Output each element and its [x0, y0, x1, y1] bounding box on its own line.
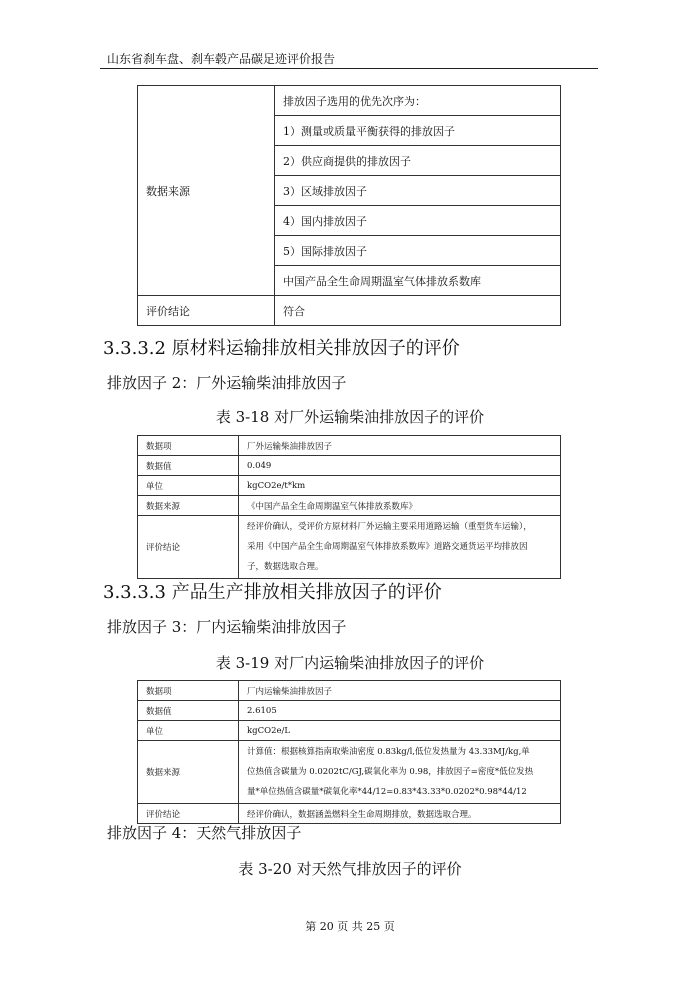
row-label: 评价结论 — [138, 804, 239, 824]
row-label: 数据值 — [138, 456, 239, 476]
row-label: 数据来源 — [138, 496, 239, 516]
conclusion-line: 子，数据选取合理。 — [247, 562, 324, 572]
source-line: 量*单位热值含碳量*碳氧化率*44/12=0.83*43.33*0.0202*0.98*44/12 — [247, 787, 527, 797]
conclusion-text — [239, 516, 561, 579]
table-row — [138, 436, 561, 456]
row-label: 评价结论 — [138, 516, 239, 579]
source-line: 计算值：根据核算指南取柴油密度 0.83kg/l,低位发热量为 43.33MJ/kg,单 — [247, 747, 530, 757]
source-line: 位热值含碳量为 0.0202tC/GJ,碳氧化率为 0.98，排放因子=密度*低位发热 — [247, 767, 534, 777]
table-row — [138, 496, 561, 516]
header-rule — [100, 68, 598, 69]
row-label: 数据项 — [138, 681, 239, 701]
row-value: 经评价确认，数据涵盖燃料全生命周期排放，数据选取合理。 — [239, 804, 561, 824]
page-header: 山东省刹车盘、刹车毂产品碳足迹评价报告 — [107, 52, 336, 66]
row-label: 数据来源 — [138, 741, 239, 804]
table-row — [138, 741, 561, 804]
table-row — [138, 516, 561, 579]
table-3-19-caption: 表 3-19 对厂内运输柴油排放因子的评价 — [215, 654, 485, 672]
table-row — [138, 681, 561, 701]
source-text — [239, 741, 561, 804]
factor-3-heading: 排放因子 3：厂内运输柴油排放因子 — [107, 618, 347, 636]
factor-2-heading: 排放因子 2：厂外运输柴油排放因子 — [107, 374, 347, 392]
priority-item: 5）国际排放因子 — [275, 236, 561, 266]
priority-item: 1）测量或质量平衡获得的排放因子 — [275, 116, 561, 146]
row-value: kgCO2e/t*km — [239, 476, 561, 496]
row-value: 《中国产品全生命周期温室气体排放系数库》 — [239, 496, 561, 516]
priority-item: 2）供应商提供的排放因子 — [275, 146, 561, 176]
table-row — [138, 476, 561, 496]
page-footer: 第 20 页 共 25 页 — [305, 920, 395, 933]
table-row — [138, 804, 561, 824]
row-value: kgCO2e/L — [239, 721, 561, 741]
section-heading-3332: 3.3.3.2 原材料运输排放相关排放因子的评价 — [103, 338, 460, 359]
row-value: 厂外运输柴油排放因子 — [239, 436, 561, 456]
top-evaluation-table — [137, 85, 561, 326]
factor-4-heading: 排放因子 4：天然气排放因子 — [107, 824, 302, 842]
table-3-19 — [137, 680, 561, 824]
conclusion-line: 采用《中国产品全生命周期温室气体排放系数库》道路交通货运平均排放因 — [247, 542, 528, 552]
conclusion-label: 评价结论 — [138, 296, 275, 326]
source-value: 中国产品全生命周期温室气体排放系数库 — [275, 266, 561, 296]
data-source-label: 数据来源 — [138, 86, 275, 296]
conclusion-line: 经评价确认，受评价方原材料厂外运输主要采用道路运输（重型货车运输）， — [247, 522, 532, 532]
priority-title: 排放因子选用的优先次序为： — [275, 86, 561, 116]
table-row — [138, 701, 561, 721]
row-label: 单位 — [138, 476, 239, 496]
row-label: 数据项 — [138, 436, 239, 456]
conclusion-value: 符合 — [275, 296, 561, 326]
row-value: 2.6105 — [239, 701, 561, 721]
table-3-20-caption: 表 3-20 对天然气排放因子的评价 — [238, 860, 462, 878]
section-heading-3333: 3.3.3.3 产品生产排放相关排放因子的评价 — [103, 582, 442, 603]
priority-item: 4）国内排放因子 — [275, 206, 561, 236]
table-3-18-caption: 表 3-18 对厂外运输柴油排放因子的评价 — [215, 408, 485, 426]
priority-item: 3）区域排放因子 — [275, 176, 561, 206]
table-row — [138, 456, 561, 476]
table-row — [138, 721, 561, 741]
table-3-18 — [137, 435, 561, 579]
row-value: 0.049 — [239, 456, 561, 476]
row-label: 单位 — [138, 721, 239, 741]
row-value: 厂内运输柴油排放因子 — [239, 681, 561, 701]
row-label: 数据值 — [138, 701, 239, 721]
